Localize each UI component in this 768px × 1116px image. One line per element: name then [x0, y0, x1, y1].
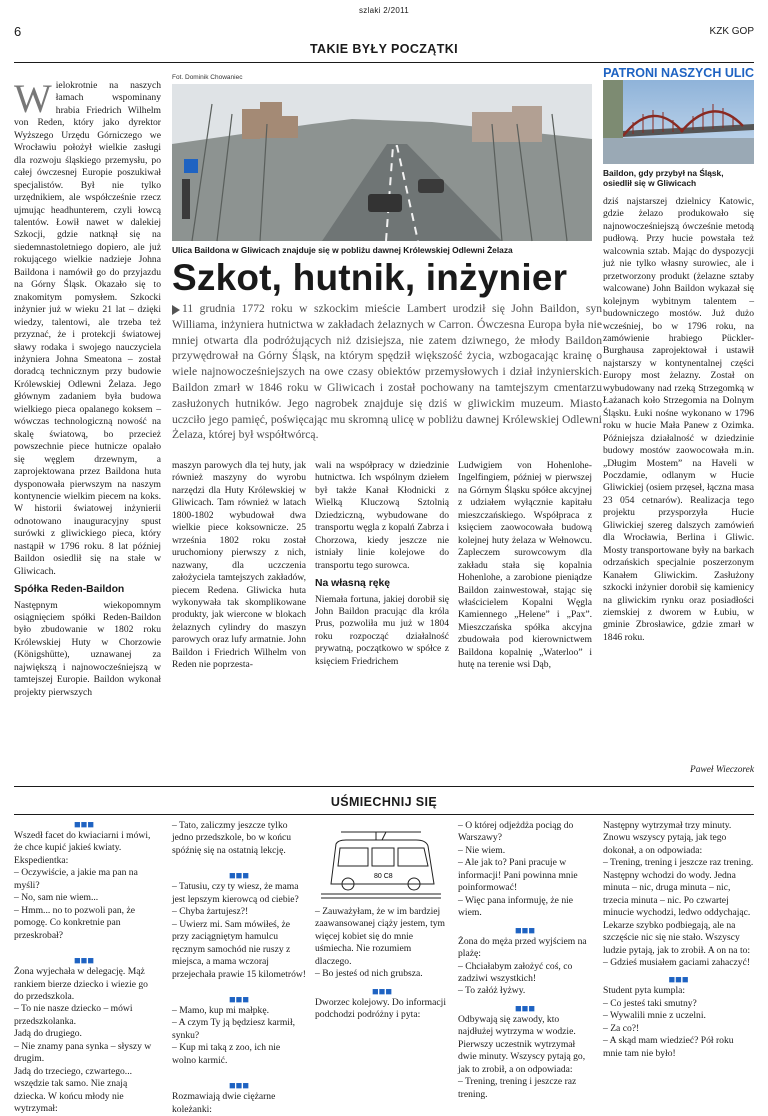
author-signature: Paweł Wieczorek	[690, 765, 754, 775]
article-col-1	[14, 76, 161, 699]
humor-col-1	[14, 820, 154, 1116]
joke: – Tato, zaliczmy jeszcze tylko jedno przedszkole, bo w końcu spóźnię się na ostatnią lekcję.	[172, 820, 292, 856]
joke: – O której odjeżdża pociąg do Warszawy? – Nie wiem. – Ale jak to? Pani pracuje w informacji! Pani powinna mnie poinformować! – Więc pana informuję, że nie wiem.	[458, 820, 578, 919]
joke-separator: ■■■	[668, 974, 689, 987]
article-col-3	[315, 460, 449, 668]
bridge-photo	[603, 80, 754, 164]
publisher-label: KZK GOP	[709, 26, 754, 37]
article-col-3-text: wali na współpracy w dziedzinie hutnictwa. Ich wspólnym dziełem był także Kanał Kłodnicki z Wielką Kluczową Sztolnią Dziedziczną, wybudowane do transportu węgla z kopalń Zabrza i Chorzowa, kiedy jeszcze nie istniały linie kolejowe do transportu tego surowca.	[315, 460, 449, 571]
article-lead	[172, 301, 602, 443]
humor-col-3	[315, 906, 449, 1022]
article-col-2	[172, 460, 306, 672]
joke-separator: ■■■	[229, 993, 249, 1006]
humor-col-5	[603, 820, 754, 1060]
joke: – Tatusiu, czy ty wiesz, że mama jest lepszym kierowcą od ciebie? – Chyba żartujesz?! – Uwierz mi. Sam mówiłeś, że przy zaciągniętym hamulcu ręcznym samochód nie ruszy z miejsca, a mama wczoraj przejechała prawie 15 kilometrów!	[172, 881, 306, 980]
joke: – Zauważyłam, że w im bardziej zaawansowanej ciąży jestem, tym więcej kobiet się do mnie uśmiecha. Nie rozumiem dlaczego. – Bo jesteś od nich grubsza.	[315, 906, 445, 980]
article-col-5	[603, 196, 754, 644]
article-col-4-text: Ludwigiem von Hohenlohe-Ingelfingiem, później w pierwszej na Górnym Śląsku spółce akcyjnej z udziałem wyłącznie kapitału mieszczańskiego. Współpraca z księciem zaowocowała budową kolejnej huty żelaza w Wełnowcu. Zapleczem surowcowym dla zakładu stała się kopalnia Hohenlohe, a zarobione pieniądze Baildon zainwestował, stając się właścicielem Kopalni Węgla Kamiennego „Helene” i „Pax”. Mieszczańska spółka akcyjna zbudowała pod kierownictwem Baildona kopalnię „Waterloo” i hutę na terenie wsi Dąb,	[458, 460, 592, 671]
article-col-1-text: ielokrotnie na naszych łamach wspominany hrabia Friedrich Wilhelm von Reden, który jako dyrektor Wyższego Urzędu Górniczego we Wrocławiu położył wielkie zasługi dla rozwoju śląskiego przemysłu, po całej ówczesnej Europie poszukiwał specjalistów. Był nie tylko urzędnikiem, ale współcześnie rzecz ujmując headhunterem, czyli łowcą talentów. Łowił nawet w dalekiej Szkocji, gdzie natknął się na siedemnastoletniego dopiero, ale już rokującego wielkie nadzieje Johna Baildona i namówił go do przyjazdu na Górny Śląsk. Okazało się to znakomitym pomysłem. Szkocki inżynier już w wieku 21 lat – dzięki wiedzy, talentowi, ale trzeba też przyznać, że i protekcji światowej sławy rodaka i swojego nauczyciela inżyniera Johna Smeatona – został doradcą technicznym przy budowie Królewskiej Odlewni Żelaza. Jego głównym zadaniem była budowa wielkiego pieca opalanego koksem – wówczas technologiczną nowość na skalę światową, bo przecież powszechnie piece hutnicze opalało się węglem drzewnym, a zaprojektowana przez Baildona huta dysponowała pierwszym na naszym kontynencie wielkim piecem na koks. W historii światowej inżynierii odnotowano inauguracyjny spust surówki z gliwickiego pieca, który nastąpił w 1796 roku. 8 lat później Baildon osiedlił się na stałe w Gliwicach.	[14, 80, 161, 577]
joke-separator: ■■■	[229, 870, 249, 883]
article-col-3-text-2: Niemała fortuna, jakiej dorobił się John Baildon pracując dla króla Prus, pozwoliła mu już w 1804 roku rozpocząć działalność prywatną, początkowo w spółce z księciem Friedrichem	[315, 593, 449, 667]
bridge-image	[603, 80, 754, 164]
joke: Rozmawiają dwie ciężarne koleżanki:	[172, 1091, 276, 1115]
subhead-wlasna-reka: Na własną rękę	[315, 578, 391, 590]
subhead-spolka: Spółka Reden-Baildon	[14, 584, 125, 596]
joke-separator: ■■■	[515, 1002, 535, 1015]
article-col-1-text-2: Następnym wiekopomnym osiągnięciem spółki Reden-Baildon było zbudowanie w 1802 roku Królewskiej Huty w Chorzowie (Königshütte), uznawanej za największą i najnowocześniejszą w tamtejszej Europie. Baildon wykonał projekty pierwszych	[14, 599, 161, 698]
humor-col-2	[172, 820, 306, 1116]
humor-title-rule	[14, 814, 754, 815]
page-number: 6	[14, 24, 22, 39]
humor-title: UŚMIECHNIJ SIĘ	[330, 795, 438, 809]
joke-separator: ■■■	[229, 1080, 249, 1093]
issue-label: szlaki 2/2011	[358, 6, 409, 15]
humor-col-4	[458, 820, 592, 1101]
bridge-caption: Baildon, gdy przybył na Śląsk, osiedlił się w Gliwicach	[603, 168, 724, 189]
joke: Następny wytrzymał trzy minuty. Znowu wszyscy pytają, jak tego dokonał, a on odpowiada: – Trening, trening i jeszcze raz trening. Następny wchodzi do wody. Jedna minuta – nic, druga minuta – nic, trzecia minuta – nic. Po czwartej minucie wychodzi, ledwo oddychając. Lekarze szybko podbiegają, ale na szczęście nic się nie stało. Wszyscy ludzie pytają, jak to zrobił. A on na to: – Gdzieś musiałem gaciami zahaczyć!	[603, 820, 754, 968]
tram-number-label: 80 C8	[374, 873, 393, 880]
article-title: Szkot, hutnik, inżynier	[172, 257, 568, 298]
humor-top-rule	[14, 786, 754, 787]
tram-icon	[316, 822, 446, 902]
joke-separator: ■■■	[74, 819, 94, 831]
photo-caption: Ulica Baildona w Gliwicach znajduje się w pobliżu dawnej Królewskiej Odlewni Żelaza	[172, 245, 513, 255]
joke-separator: ■■■	[515, 924, 535, 937]
section-tag: TAKIE BYŁY POCZĄTKI	[309, 42, 459, 56]
joke: Student pyta kumpla: – Co jesteś taki smutny? – Wywalili mnie z uczelni. – Za co?! – A skąd mam wiedzieć? Pół roku mnie tam nie było!	[603, 985, 734, 1059]
joke: Wszedł facet do kwiaciarni i mówi, że chce kupić jakieś kwiaty. Ekspedientka: – Oczywiście, a jakie ma pan na myśli? – No, sam nie wiem... – Hmm... no to pozwoli pan, że pomogę. Co konkretnie pan przeskrobał?	[14, 830, 151, 941]
series-title: PATRONI NASZYCH ULIC	[603, 66, 754, 80]
article-col-4	[458, 460, 592, 672]
header-rule	[14, 62, 754, 63]
drop-cap: W	[14, 76, 52, 121]
photo-credit: Fot. Dominik Chowaniec	[172, 74, 243, 81]
article-lead-text: 11 grudnia 1772 roku w szkockim mieście Lambert urodził się John Baildon, syn Williama, inżyniera hutnictwa w zakładach żelaznych w Carron. Ówczesna Europa była nie mniej otwarta dla podróżujących niż dzisiejsza, nie zatem dziwnego, że młody Baildon przywędrował na Górny Śląsk, na którym spędził większość życia, wzbogacając krainę o wiele najnowocześniejszych na owe czasy obiektów przemysłowych i dział inżynierskich. Baildon zmarł w 1846 roku w Gliwicach i został pochowany na tamtejszym cmentarzu zasłużonych hutników. Jego nagrobek znajduje się dziś w gliwickim muzeum. Miasto uczciło jego pamięć, poświęcając mu skromną ulicę w pobliżu dawnej Królewskiej Odlewni Żelaza, której był współtwórcą.	[172, 302, 602, 442]
street-photo	[172, 84, 592, 241]
joke: Odbywają się zawody, kto najdłużej wytrzyma w wodzie. Pierwszy uczestnik wytrzymał dwie minuty. Wszyscy pytają go, jak to zrobił, a on odpowiada: – Trening, trening i jeszcze raz trening.	[458, 1013, 586, 1100]
joke: – Mamo, kup mi małpkę. – A czym Ty ją będziesz karmił, synku? – Kup mi taką z zoo, ich nie wolno karmić.	[172, 1004, 296, 1066]
joke-separator: ■■■	[74, 955, 94, 968]
joke: Żona wyjechała w delegację. Mąż rankiem bierze dziecko i wiezie go do przedszkola. – To nie nasze dziecko – mówi przedszkolanka. Jadą do drugiego. – Nie znamy pana synka – słyszy w drugim. Jadą do trzeciego, czwartego... wszędzie tak samo. Nie znają dziecka. W końcu młody nie wytrzymał:	[14, 966, 152, 1115]
tram-drawing	[316, 822, 446, 902]
joke-separator: ■■■	[372, 985, 392, 998]
joke: Żona do męża przed wyjściem na plażę: – Chciałabym założyć coś, co zadziwi wszystkich! – To załóż łyżwy.	[458, 935, 587, 997]
joke: Dworzec kolejowy. Do informacji podchodzi podróżny i pyta:	[315, 996, 446, 1021]
article-col-5-text: dziś najstarszej dzielnicy Katowic, gdzie żelazo produkowało się najnowocześniejszą ówcześnie metodą pudłową. Przy hucie powstała też walcownia sztab. Mając do dyspozycji już nie tylko własny surowiec, ale i przetworzony produkt (żelazne sztaby walcowane) John Baildon wykazał się kolejnym wybitnym talentem – budowniczego mostów. Już dużo wcześniej, bo w 1796 roku, na zamówienie hrabiego Pückler-Burghausa zaprojektował i ustawił najstarszy w kontynentalnej części Europy most żelazny. Został on wybudowany nad rzeką Strzegomką w Łażanach koło Strzegomia na Dolnym Śląsku. Łuki nośne wykonano w 1796 roku w hucie Mała Panew z Ozimka. Późniejsza działalność w dziedzinie budowy mostów zaowocowała m.in. „Długim Mostem” na Haveli w Poczdamie, odlanym w Hucie Gliwickiej (osiem przęseł, łączna masa 23 054 cetnarów). Realizacja tego projektu przysporzyła Hucie Gliwickiej szereg dalszych zamówień dla Wrocławia, Berlina i Gliwic. Mosty transportowane były na barkach odrzańskich specjalnie poszerzonym Kanałem Gliwickim. Zasłużony szkocki inżynier dorobił się kamienicy na gliwickim rynku oraz posiadłości ziemskiej z dworem w Łubiu, w gminie Zbrosławice, gdzie zmarł w 1846 roku.	[603, 196, 754, 643]
article-col-2-text: maszyn parowych dla tej huty, jak również maszyny do wyrobu narzędzi dla Huty Królewskiej w Gliwicach. Tam również w latach 1800-1802 wybudował dwa wielkie piece koksownicze. 25 września 1802 roku został uruchomiony pierwszy z nich, nazwany, dla uczczenia założyciela tamtejszych zakładów, piecem Redena. Gliwicka huta wykonywała tak skomplikowane produkty, jak wiercone w blokach żelaznych cylindry do maszyn parowych oraz lufy armatnie. John Baildon i Friedrich Wilhelm von Reden nie poprzesta-	[172, 460, 306, 671]
street-scene-image	[172, 84, 592, 241]
